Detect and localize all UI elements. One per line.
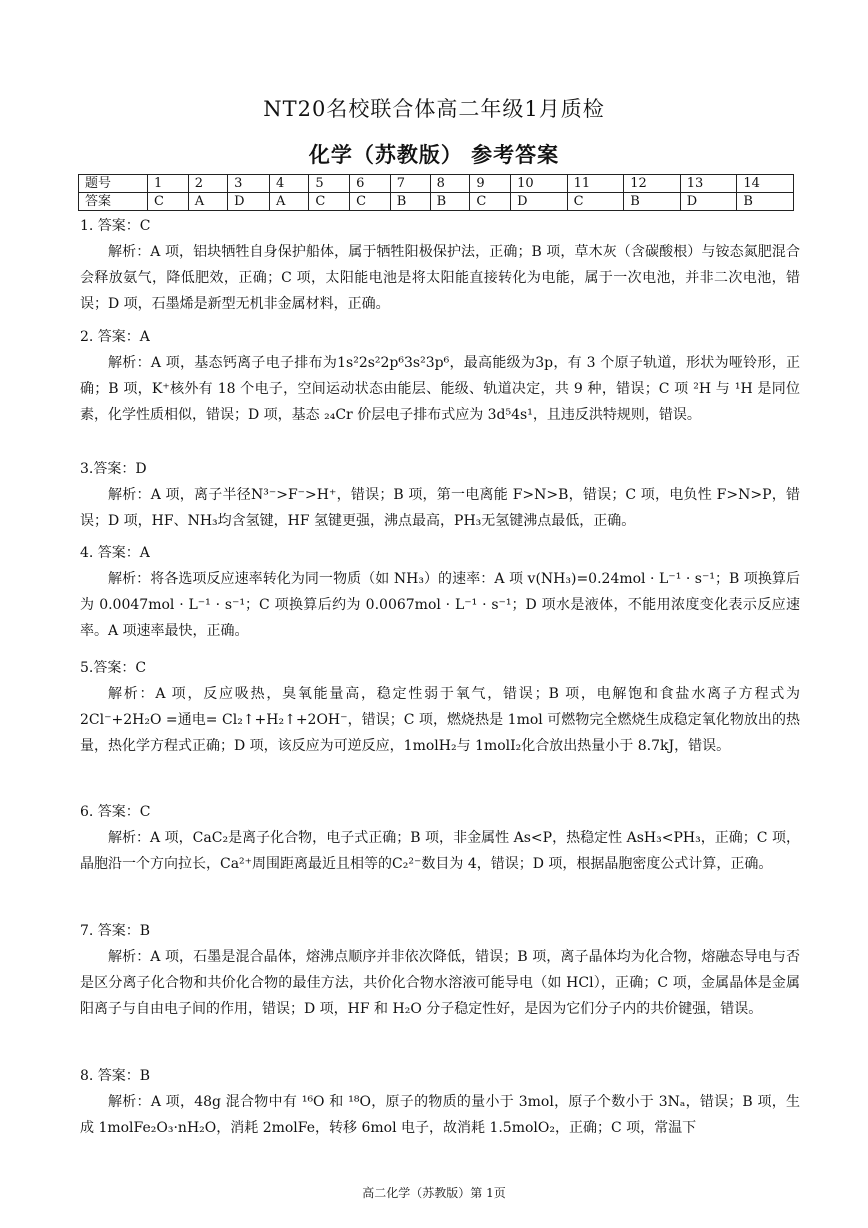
table-cell: 13: [680, 175, 737, 193]
row-label-answer: 答案: [79, 193, 148, 211]
answer-heading: 2. 答案：A: [80, 329, 150, 345]
question-block-8: [80, 1063, 800, 1141]
question-block-5: [80, 655, 800, 759]
explanation-text: 解析：A 项，基态钙离子电子排布为1s²2s²2p⁶3s²3p⁶，最高能级为3p，有 3 个原子轨道，形状为哑铃形，正确；B 项，K⁺核外有 18 个电子，空间运动状态由能层、能级、轨道决定，共 9 种，错误；C 项 ²H 与 ¹H 是同位素，化学性质相似，错误；D 项，基态 ₂₄Cr 价层电子排布式应为 3d⁵4s¹，且违反洪特规则，错误。: [80, 355, 800, 423]
explanation-text: 解析：A 项，离子半径N³⁻>F⁻>H⁺，错误；B 项，第一电离能 F>N>B，错误；C 项，电负性 F>N>P，错误；D 项，HF、NH₃均含氢键，HF 氢键更强，沸点最高，PH₃无氢键沸点最低，正确。: [80, 487, 800, 529]
answer-heading: 6. 答案：C: [80, 804, 151, 820]
table-cell: 3: [228, 175, 270, 193]
answer-heading: 3.答案：D: [80, 461, 147, 477]
explanation-text: 解析：将各选项反应速率转化为同一物质（如 NH₃）的速率：A 项 v(NH₃)=0.24mol · L⁻¹ · s⁻¹；B 项换算后为 0.0047mol · L⁻¹ · s⁻¹；C 项换算后约为 0.0067mol · L⁻¹ · s⁻¹；D 项水是液体，不能用浓度变化表示反应速率。A 项速率最快，正确。: [80, 571, 800, 639]
table-cell: 4: [269, 175, 308, 193]
table-cell: 5: [309, 175, 350, 193]
row-label-question: 题号: [79, 175, 148, 193]
page-footer: 高二化学（苏教版）第 1页: [362, 1186, 506, 1200]
explanation-text: 解析：A 项，铝块牺牲自身保护船体，属于牺牲阳极保护法，正确；B 项，草木灰（含碳酸根）与铵态氮肥混合会释放氨气，降低肥效，正确；C 项，太阳能电池是将太阳能直接转化为电能，属于一次电池，并非二次电池，错误；D 项，石墨烯是新型无机非金属材料，正确。: [80, 244, 800, 312]
question-block-7: [80, 918, 800, 1022]
table-cell: 8: [430, 175, 470, 193]
question-block-2: [80, 324, 800, 428]
question-block-4: [80, 540, 800, 644]
table-cell: 9: [470, 175, 511, 193]
answer-heading: 8. 答案：B: [80, 1068, 151, 1084]
question-block-1: [80, 213, 800, 317]
table-cell: B: [737, 193, 794, 211]
table-cell: 11: [567, 175, 624, 193]
table-cell: 12: [624, 175, 681, 193]
table-cell: D: [511, 193, 568, 211]
table-cell: C: [470, 193, 511, 211]
table-cell: D: [228, 193, 270, 211]
table-cell: 6: [350, 175, 391, 193]
answer-heading: 4. 答案：A: [80, 545, 150, 561]
table-cell: 10: [511, 175, 568, 193]
table-cell: D: [680, 193, 737, 211]
page-title: NT20名校联合体高二年级1月质检: [263, 97, 605, 121]
table-cell: B: [430, 193, 470, 211]
table-cell: C: [309, 193, 350, 211]
table-cell: 2: [188, 175, 227, 193]
page-subtitle: 化学（苏教版） 参考答案: [308, 142, 560, 167]
table-cell: 1: [148, 175, 189, 193]
question-block-6: [80, 799, 800, 877]
explanation-text: 解析：A 项，反应吸热，臭氧能量高，稳定性弱于氧气，错误；B 项，电解饱和食盐水离子方程式为 2Cl⁻+2H₂O =通电= Cl₂↑+H₂↑+2OH⁻，错误；C 项，燃烧热是 1mol 可燃物完全燃烧生成稳定氧化物放出的热量，热化学方程式正确；D 项，该反应为可逆反应，1molH₂与 1molI₂化合放出热量小于 8.7kJ，错误。: [80, 686, 800, 754]
question-block-3: [80, 456, 800, 534]
table-cell: A: [269, 193, 308, 211]
answer-row: [79, 193, 794, 211]
table-cell: 7: [390, 175, 430, 193]
table-cell: A: [188, 193, 227, 211]
question-number-row: [79, 175, 794, 193]
table-cell: B: [624, 193, 681, 211]
table-cell: C: [567, 193, 624, 211]
explanation-text: 解析：A 项，48g 混合物中有 ¹⁶O 和 ¹⁸O，原子的物质的量小于 3mol，原子个数小于 3Nₐ，错误；B 项，生成 1molFe₂O₃·nH₂O，消耗 2molFe，转移 6mol 电子，故消耗 1.5molO₂，正确；C 项，常温下: [80, 1094, 800, 1136]
explanation-text: 解析：A 项，CaC₂是离子化合物，电子式正确；B 项，非金属性 As<P，热稳定性 AsH₃<PH₃，正确；C 项，晶胞沿一个方向拉长，Ca²⁺周围距离最近且相等的C₂²⁻数目为 4，错误；D 项，根据晶胞密度公式计算，正确。: [80, 830, 800, 872]
table-cell: C: [148, 193, 189, 211]
table-cell: C: [350, 193, 391, 211]
answer-heading: 1. 答案：C: [80, 218, 151, 234]
explanation-text: 解析：A 项，石墨是混合晶体，熔沸点顺序并非依次降低，错误；B 项，离子晶体均为化合物，熔融态导电与否是区分离子化合物和共价化合物的最佳方法，共价化合物水溶液可能导电（如 HCl），正确；C 项，金属晶体是金属阳离子与自由电子间的作用，错误；D 项，HF 和 H₂O 分子稳定性好，是因为它们分子内的共价键强，错误。: [80, 949, 800, 1017]
table-cell: B: [390, 193, 430, 211]
answer-heading: 7. 答案：B: [80, 923, 151, 939]
answer-table: [78, 174, 794, 211]
answer-heading: 5.答案：C: [80, 660, 147, 676]
table-cell: 14: [737, 175, 794, 193]
